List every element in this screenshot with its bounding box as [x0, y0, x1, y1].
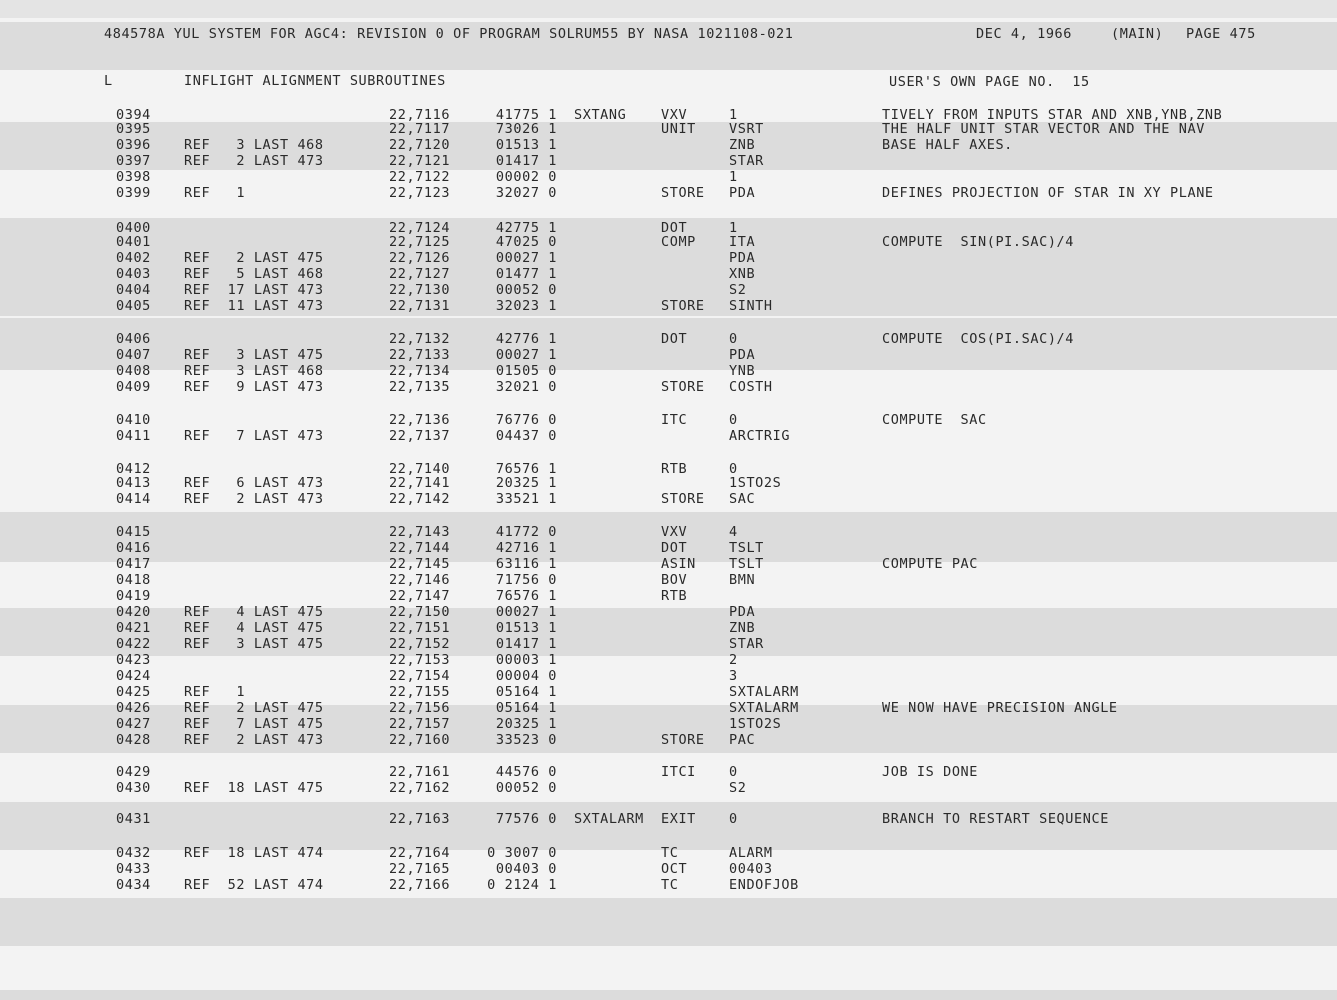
octal-word: 01417 1 [495, 153, 557, 169]
operand: PDA [729, 604, 756, 620]
operand: SINTH [729, 298, 773, 314]
line-number: 0401 [116, 234, 151, 250]
operand: S2 [729, 282, 747, 298]
line-number: 0424 [116, 668, 151, 684]
address: 22,7116 [389, 107, 451, 123]
octal-word: 00403 0 [495, 861, 557, 877]
address: 22,7145 [389, 556, 451, 572]
octal-word: 32027 0 [495, 185, 557, 201]
line-number: 0399 [116, 185, 151, 201]
operand: VSRT [729, 121, 764, 137]
line-number: 0429 [116, 764, 151, 780]
listing-header-title: 484578A YUL SYSTEM FOR AGC4: REVISION 0 OF PROGRAM SOLRUM55 BY NASA 1021108-021 [104, 26, 794, 42]
operand: 00403 [729, 861, 773, 877]
address: 22,7141 [389, 475, 451, 491]
reference: REF 18 LAST 474 [184, 845, 324, 861]
octal-word: 01417 1 [495, 636, 557, 652]
opcode: VXV [661, 107, 688, 123]
operand: ALARM [729, 845, 773, 861]
line-number: 0409 [116, 379, 151, 395]
octal-word: 00052 0 [495, 780, 557, 796]
line-number: 0413 [116, 475, 151, 491]
comment: WE NOW HAVE PRECISION ANGLE [882, 700, 1118, 716]
operand: ARCTRIG [729, 428, 791, 444]
address: 22,7140 [389, 461, 451, 477]
address: 22,7124 [389, 220, 451, 236]
reference: REF 4 LAST 475 [184, 604, 324, 620]
octal-word: 00027 1 [495, 604, 557, 620]
octal-word: 0 3007 0 [487, 845, 557, 861]
opcode: STORE [661, 491, 705, 507]
opcode: COMP [661, 234, 696, 250]
octal-word: 04437 0 [495, 428, 557, 444]
address: 22,7130 [389, 282, 451, 298]
address: 22,7146 [389, 572, 451, 588]
octal-word: 20325 1 [495, 475, 557, 491]
opcode: ASIN [661, 556, 696, 572]
address: 22,7132 [389, 331, 451, 347]
address: 22,7162 [389, 780, 451, 796]
octal-word: 41772 0 [495, 524, 557, 540]
octal-word: 76576 1 [495, 461, 557, 477]
line-number: 0394 [116, 107, 151, 123]
octal-word: 00002 0 [495, 169, 557, 185]
address: 22,7123 [389, 185, 451, 201]
reference: REF 6 LAST 473 [184, 475, 324, 491]
octal-word: 00052 0 [495, 282, 557, 298]
address: 22,7117 [389, 121, 451, 137]
line-number: 0397 [116, 153, 151, 169]
reference: REF 9 LAST 473 [184, 379, 324, 395]
octal-word: 33523 0 [495, 732, 557, 748]
operand: TSLT [729, 540, 764, 556]
comment: DEFINES PROJECTION OF STAR IN XY PLANE [882, 185, 1214, 201]
address: 22,7136 [389, 412, 451, 428]
address: 22,7133 [389, 347, 451, 363]
line-number: 0395 [116, 121, 151, 137]
operand: PDA [729, 250, 756, 266]
operand: ITA [729, 234, 756, 250]
operand: ZNB [729, 620, 756, 636]
address: 22,7143 [389, 524, 451, 540]
reference: REF 2 LAST 473 [184, 732, 324, 748]
octal-word: 73026 1 [495, 121, 557, 137]
address: 22,7134 [389, 363, 451, 379]
reference: REF 7 LAST 473 [184, 428, 324, 444]
listing-date: DEC 4, 1966 [976, 26, 1073, 42]
address: 22,7164 [389, 845, 451, 861]
comment: COMPUTE COS(PI.SAC)/4 [882, 331, 1075, 347]
opcode: STORE [661, 185, 705, 201]
octal-word: 47025 0 [495, 234, 557, 250]
line-number: 0396 [116, 137, 151, 153]
comment: JOB IS DONE [882, 764, 979, 780]
octal-word: 0 2124 1 [487, 877, 557, 893]
address: 22,7137 [389, 428, 451, 444]
line-number: 0418 [116, 572, 151, 588]
octal-word: 32021 0 [495, 379, 557, 395]
reference: REF 2 LAST 473 [184, 491, 324, 507]
operand: 0 [729, 412, 738, 428]
opcode: STORE [661, 379, 705, 395]
octal-word: 00003 1 [495, 652, 557, 668]
reference: REF 2 LAST 473 [184, 153, 324, 169]
opcode: STORE [661, 298, 705, 314]
listing-section: (MAIN) [1111, 26, 1164, 42]
reference: REF 52 LAST 474 [184, 877, 324, 893]
line-number: 0398 [116, 169, 151, 185]
line-number: 0422 [116, 636, 151, 652]
operand: 0 [729, 461, 738, 477]
opcode: ITCI [661, 764, 696, 780]
operand: SXTALARM [729, 700, 799, 716]
line-number: 0415 [116, 524, 151, 540]
operand: ENDOFJOB [729, 877, 799, 893]
line-number: 0414 [116, 491, 151, 507]
operand: XNB [729, 266, 756, 282]
operand: 1STO2S [729, 475, 782, 491]
address: 22,7165 [389, 861, 451, 877]
line-number: 0403 [116, 266, 151, 282]
octal-word: 01477 1 [495, 266, 557, 282]
opcode: DOT [661, 540, 688, 556]
opcode: STORE [661, 732, 705, 748]
paper-band [0, 898, 1337, 946]
address: 22,7135 [389, 379, 451, 395]
opcode: RTB [661, 588, 688, 604]
listing-mark: L [104, 73, 113, 89]
reference: REF 3 LAST 475 [184, 347, 324, 363]
address: 22,7121 [389, 153, 451, 169]
operand: 1 [729, 220, 738, 236]
reference: REF 2 LAST 475 [184, 250, 324, 266]
users-own-page: USER'S OWN PAGE NO. 15 [889, 74, 1090, 90]
operand: PAC [729, 732, 756, 748]
operand: 3 [729, 668, 738, 684]
octal-word: 71756 0 [495, 572, 557, 588]
paper-band [0, 0, 1337, 18]
address: 22,7156 [389, 700, 451, 716]
address: 22,7125 [389, 234, 451, 250]
opcode: ITC [661, 412, 688, 428]
line-number: 0428 [116, 732, 151, 748]
paper-band [0, 990, 1337, 1000]
comment: BRANCH TO RESTART SEQUENCE [882, 811, 1109, 827]
address: 22,7122 [389, 169, 451, 185]
reference: REF 18 LAST 475 [184, 780, 324, 796]
line-number: 0423 [116, 652, 151, 668]
opcode: BOV [661, 572, 688, 588]
line-number: 0433 [116, 861, 151, 877]
address: 22,7144 [389, 540, 451, 556]
line-number: 0410 [116, 412, 151, 428]
octal-word: 20325 1 [495, 716, 557, 732]
operand: BMN [729, 572, 756, 588]
reference: REF 17 LAST 473 [184, 282, 324, 298]
address: 22,7151 [389, 620, 451, 636]
opcode: VXV [661, 524, 688, 540]
address: 22,7161 [389, 764, 451, 780]
octal-word: 41775 1 [495, 107, 557, 123]
line-number: 0406 [116, 331, 151, 347]
line-number: 0402 [116, 250, 151, 266]
comment: COMPUTE SAC [882, 412, 987, 428]
comment: COMPUTE SIN(PI.SAC)/4 [882, 234, 1075, 250]
address: 22,7166 [389, 877, 451, 893]
address: 22,7163 [389, 811, 451, 827]
opcode: EXIT [661, 811, 696, 827]
line-number: 0400 [116, 220, 151, 236]
octal-word: 44576 0 [495, 764, 557, 780]
operand: 1STO2S [729, 716, 782, 732]
octal-word: 76776 0 [495, 412, 557, 428]
address: 22,7152 [389, 636, 451, 652]
opcode: DOT [661, 220, 688, 236]
line-number: 0417 [116, 556, 151, 572]
comment: BASE HALF AXES. [882, 137, 1013, 153]
address: 22,7142 [389, 491, 451, 507]
opcode: OCT [661, 861, 688, 877]
address: 22,7120 [389, 137, 451, 153]
reference: REF 11 LAST 473 [184, 298, 324, 314]
operand: PDA [729, 347, 756, 363]
line-number: 0430 [116, 780, 151, 796]
line-number: 0421 [116, 620, 151, 636]
comment: THE HALF UNIT STAR VECTOR AND THE NAV [882, 121, 1205, 137]
opcode: DOT [661, 331, 688, 347]
operand: 0 [729, 331, 738, 347]
address: 22,7155 [389, 684, 451, 700]
octal-word: 01505 0 [495, 363, 557, 379]
operand: ZNB [729, 137, 756, 153]
reference: REF 7 LAST 475 [184, 716, 324, 732]
octal-word: 76576 1 [495, 588, 557, 604]
octal-word: 77576 0 [495, 811, 557, 827]
operand: YNB [729, 363, 756, 379]
address: 22,7153 [389, 652, 451, 668]
operand: 0 [729, 811, 738, 827]
address: 22,7157 [389, 716, 451, 732]
operand: SXTALARM [729, 684, 799, 700]
octal-word: 05164 1 [495, 700, 557, 716]
octal-word: 01513 1 [495, 620, 557, 636]
line-number: 0404 [116, 282, 151, 298]
octal-word: 32023 1 [495, 298, 557, 314]
address: 22,7126 [389, 250, 451, 266]
reference: REF 1 [184, 185, 246, 201]
reference: REF 3 LAST 468 [184, 137, 324, 153]
operand: TSLT [729, 556, 764, 572]
octal-word: 42716 1 [495, 540, 557, 556]
line-number: 0434 [116, 877, 151, 893]
octal-word: 00004 0 [495, 668, 557, 684]
address: 22,7150 [389, 604, 451, 620]
line-number: 0411 [116, 428, 151, 444]
operand: 1 [729, 169, 738, 185]
reference: REF 5 LAST 468 [184, 266, 324, 282]
address: 22,7131 [389, 298, 451, 314]
line-number: 0407 [116, 347, 151, 363]
octal-word: 01513 1 [495, 137, 557, 153]
octal-word: 42775 1 [495, 220, 557, 236]
address: 22,7127 [389, 266, 451, 282]
operand: 0 [729, 764, 738, 780]
octal-word: 33521 1 [495, 491, 557, 507]
line-number: 0405 [116, 298, 151, 314]
operand: STAR [729, 636, 764, 652]
comment: COMPUTE PAC [882, 556, 979, 572]
subroutine-title: INFLIGHT ALIGNMENT SUBROUTINES [184, 73, 446, 89]
line-number: 0416 [116, 540, 151, 556]
reference: REF 3 LAST 468 [184, 363, 324, 379]
line-number: 0432 [116, 845, 151, 861]
operand: 2 [729, 652, 738, 668]
line-number: 0419 [116, 588, 151, 604]
address: 22,7154 [389, 668, 451, 684]
line-number: 0426 [116, 700, 151, 716]
operand: S2 [729, 780, 747, 796]
address: 22,7147 [389, 588, 451, 604]
line-number: 0420 [116, 604, 151, 620]
operand: 4 [729, 524, 738, 540]
opcode: TC [661, 877, 679, 893]
line-number: 0412 [116, 461, 151, 477]
octal-word: 00027 1 [495, 250, 557, 266]
label: SXTANG [574, 107, 627, 123]
operand: STAR [729, 153, 764, 169]
operand: SAC [729, 491, 756, 507]
reference: REF 1 [184, 684, 246, 700]
operand: COSTH [729, 379, 773, 395]
octal-word: 63116 1 [495, 556, 557, 572]
address: 22,7160 [389, 732, 451, 748]
opcode: TC [661, 845, 679, 861]
reference: REF 3 LAST 475 [184, 636, 324, 652]
octal-word: 05164 1 [495, 684, 557, 700]
opcode: UNIT [661, 121, 696, 137]
comment: TIVELY FROM INPUTS STAR AND XNB,YNB,ZNB [882, 107, 1223, 123]
line-number: 0431 [116, 811, 151, 827]
line-number: 0425 [116, 684, 151, 700]
label: SXTALARM [574, 811, 644, 827]
line-number: 0427 [116, 716, 151, 732]
opcode: RTB [661, 461, 688, 477]
operand: 1 [729, 107, 738, 123]
reference: REF 4 LAST 475 [184, 620, 324, 636]
reference: REF 2 LAST 475 [184, 700, 324, 716]
operand: PDA [729, 185, 756, 201]
line-number: 0408 [116, 363, 151, 379]
octal-word: 42776 1 [495, 331, 557, 347]
listing-page-number: PAGE 475 [1186, 26, 1256, 42]
octal-word: 00027 1 [495, 347, 557, 363]
